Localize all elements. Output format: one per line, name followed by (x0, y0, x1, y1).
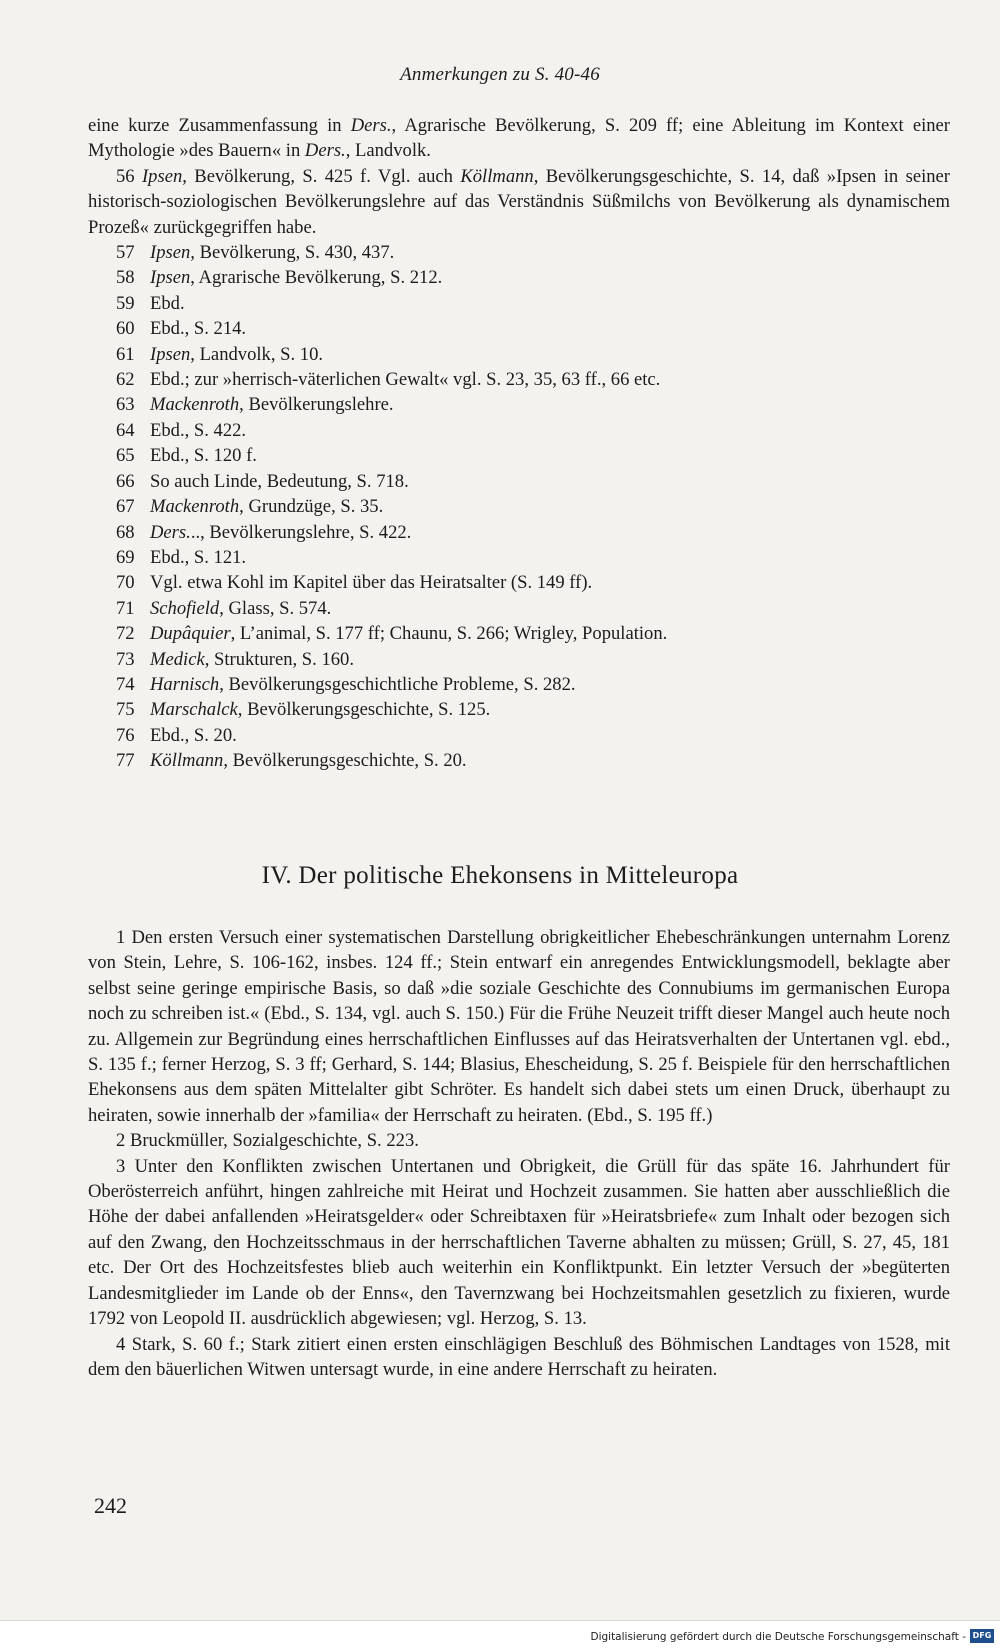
note-item (88, 697, 950, 722)
continuation-paragraph (88, 113, 950, 164)
italic-author: Ipsen, (150, 242, 195, 264)
italic-author: Ders. (350, 115, 392, 136)
note-text: Vgl. etwa Kohl im Kapitel über das Heiratsalter (S. 149 ff). (150, 572, 593, 594)
note-text: , Agrarische Bevölkerung, S. 212. (190, 267, 443, 289)
note-number: 65 (116, 445, 135, 467)
note-text: , Bevölkerungsgeschichte, S. 125. (237, 699, 491, 721)
note-list (88, 240, 950, 774)
note-item (88, 392, 950, 417)
note-number: 61 (116, 343, 135, 365)
note-number: 58 (116, 267, 135, 289)
note-text: .., Bevölkerungslehre, S. 422. (190, 521, 412, 543)
note-text: Ebd., S. 422. (150, 419, 247, 441)
note-number: 71 (116, 597, 135, 619)
section-note-1: 1 Den ersten Versuch einer systematischen Darstellung obrigkeitlicher Ehebeschränkungen unternahm Lorenz von Stein, Lehre, S. 106-162, insbes. 124 ff.; Stein entwarf ein anregendes Entwicklungsmodell, beklagte aber selbst seine geringe empirische Basis, so daß »die soziale Geschichte des Connubiums im germanischen Europa noch zu schreiben ist.« (Ebd., S. 134, vgl. auch S. 150.) Für die Frühe Neuzeit trifft dieser Mangel auch heute noch zu. Allgemein zur Begründung eines herrschaftlichen Einflusses auf das Heiratsverhalten der Untertanen vgl. ebd., S. 135 f.; ferner Herzog, S. 3 ff; Gerhard, S. 144; Blasius, Ehescheidung, S. 25 f. Beispiele für den herrschaftlichen Ehekonsens aus dem späten Mittelalter gibt Schröter. Es handelt sich dabei stets um einen Druck, überhaupt zu heiraten, sowie innerhalb der »familia« der Herrschaft zu heiraten. (Ebd., S. 195 ff.) (88, 927, 950, 1126)
note-item (88, 291, 950, 316)
note-text: Ebd. (150, 292, 185, 314)
note-text: , Bevölkerungslehre. (239, 394, 394, 416)
footer-credit: Digitalisierung gefördert durch die Deutsche Forschungsgemeinschaft - (590, 1631, 966, 1643)
italic-author: Ipsen (150, 267, 191, 289)
italic-author: Ipsen (141, 165, 183, 187)
note-item (88, 596, 950, 621)
note-item (88, 342, 950, 367)
section-title: IV. Der politische Ehekonsens in Mitteleuropa (261, 862, 739, 889)
note-item (88, 570, 950, 595)
note-item (88, 367, 950, 392)
note-item (88, 647, 950, 672)
note-text: Ebd.; zur »herrisch-väterlichen Gewalt« vgl. S. 23, 35, 63 ff., 66 etc. (150, 369, 661, 391)
note-item (88, 265, 950, 290)
italic-author: Ders. (304, 140, 346, 162)
note-number: 67 (116, 496, 135, 518)
note-number: 57 (116, 242, 135, 264)
italic-author: Köllmann (460, 165, 534, 187)
note-text: Ebd., S. 20. (150, 724, 237, 746)
italic-author: Dupâquier (150, 623, 231, 645)
note-number: 77 (116, 750, 135, 772)
note-number: 62 (116, 369, 135, 391)
note-item (88, 748, 950, 773)
italic-author: Schofield (150, 597, 220, 619)
note-text: Ebd., S. 120 f. (150, 445, 257, 467)
note-number: 66 (116, 470, 135, 492)
note-number: 68 (116, 521, 135, 543)
note-text: So auch Linde, Bedeutung, S. 718. (150, 470, 409, 492)
note-text: , Bevölkerungsgeschichte, S. 20. (223, 750, 467, 772)
note-number: 69 (116, 546, 135, 568)
note-text: , Strukturen, S. 160. (204, 648, 354, 670)
section-notes-block (88, 925, 950, 1382)
note-item (88, 545, 950, 570)
page-number: 242 (94, 1493, 127, 1518)
note-item (88, 443, 950, 468)
note-text: Bevölkerung, S. 430, 437. (194, 242, 395, 264)
note-item (88, 723, 950, 748)
note-number: 64 (116, 419, 135, 441)
note-text: , Grundzüge, S. 35. (239, 496, 384, 518)
note-item (88, 316, 950, 341)
note-item (88, 672, 950, 697)
note-item (88, 494, 950, 519)
note-56 (88, 164, 950, 240)
italic-author: Mackenroth (150, 496, 240, 518)
note-number: 74 (116, 673, 135, 695)
note-number: 72 (116, 623, 135, 645)
text: , Landvolk. (345, 140, 431, 162)
note-number: 63 (116, 394, 135, 416)
note-number: 75 (116, 699, 135, 721)
note-text: , Bevölkerungsgeschichtliche Probleme, S. 282. (219, 673, 576, 695)
italic-author: Ipsen (150, 343, 191, 365)
note-number: 73 (116, 648, 135, 670)
note-text: , Landvolk, S. 10. (190, 343, 324, 365)
note-text: , L’animal, S. 177 ff; Chaunu, S. 266; Wrigley, Population. (230, 623, 668, 645)
note-text: Ebd., S. 214. (150, 318, 247, 340)
italic-author: Ders. (150, 521, 191, 543)
note-item (88, 469, 950, 494)
note-item (88, 621, 950, 646)
italic-author: Köllmann (150, 750, 224, 772)
note-number: 59 (116, 292, 135, 314)
note-item (88, 520, 950, 545)
note-number: 56 (116, 165, 135, 187)
text: , Agrarische Bevölkerung, S. 209 ff; eine Ableitung im Kontext einer Mythologie »des Bauern« in (88, 115, 950, 162)
note-number: 70 (116, 572, 135, 594)
section-note-4: 4 Stark, S. 60 f.; Stark zitiert einen ersten einschlägigen Beschluß des Böhmischen Landtages von 1528, mit dem den bäuerlichen Witwen untersagt wurde, in eine andere Herrschaft zu heiraten. (88, 1333, 950, 1380)
text: , Bevölkerungsgeschichte, S. 14, daß »Ipsen in seiner historisch-soziologischen Bevölkerungslehre auf das Verständnis Süßmilchs von Bevölkerung als dynamischem Prozeß« zurückgegriffen habe. (88, 165, 950, 238)
italic-author: Mackenroth (150, 394, 240, 416)
section-note-3: 3 Unter den Konflikten zwischen Untertanen und Obrigkeit, die Grüll für das späte 16. Jahrhundert für Oberösterreich anführt, hingen zahlreiche mit Heirat und Hochzeit zusammen. Sie hatten aber ausschließlich die Höhe der dabei anfallenden »Heiratsgelder« oder Schreibtaxen für »Heiratsbriefe« zum Inhalt oder bezogen sich auf den Zwang, den Hochzeitsschmaus in der herrschaftlichen Taverne abhalten zu müssen; Grüll, S. 27, 45, 181 etc. Der Ort des Hochzeitsfestes blieb auch weiterhin ein Konfliktpunkt. Ein letzter Versuch der »begüterten Landesmitglieder im Lande ob der Enns«, den Tavernzwang bei Hochzeitsmahlen gesetzlich zu fixieren, wurde 1792 von Leopold II. ausdrücklich abgewiesen; vgl. Herzog, S. 13. (88, 1155, 950, 1330)
note-number: 60 (116, 318, 135, 340)
note-number: 76 (116, 724, 135, 746)
note-text: Ebd., S. 121. (150, 546, 247, 568)
text: eine kurze Zusammenfassung in (88, 115, 351, 136)
text: , Bevölkerung, S. 425 f. Vgl. auch (182, 165, 461, 187)
note-item (88, 418, 950, 443)
italic-author: Harnisch (150, 673, 220, 695)
running-head: Anmerkungen zu S. 40-46 (400, 64, 600, 85)
italic-author: Medick (150, 648, 205, 670)
italic-author: Marschalck (150, 699, 238, 721)
note-item (88, 240, 950, 265)
footer-bar (0, 1620, 1000, 1652)
note-text: , Glass, S. 574. (219, 597, 332, 619)
notes-block (88, 113, 950, 774)
section-note-2: 2 Bruckmüller, Sozialgeschichte, S. 223. (116, 1130, 419, 1152)
dfg-logo: DFG (970, 1629, 994, 1643)
